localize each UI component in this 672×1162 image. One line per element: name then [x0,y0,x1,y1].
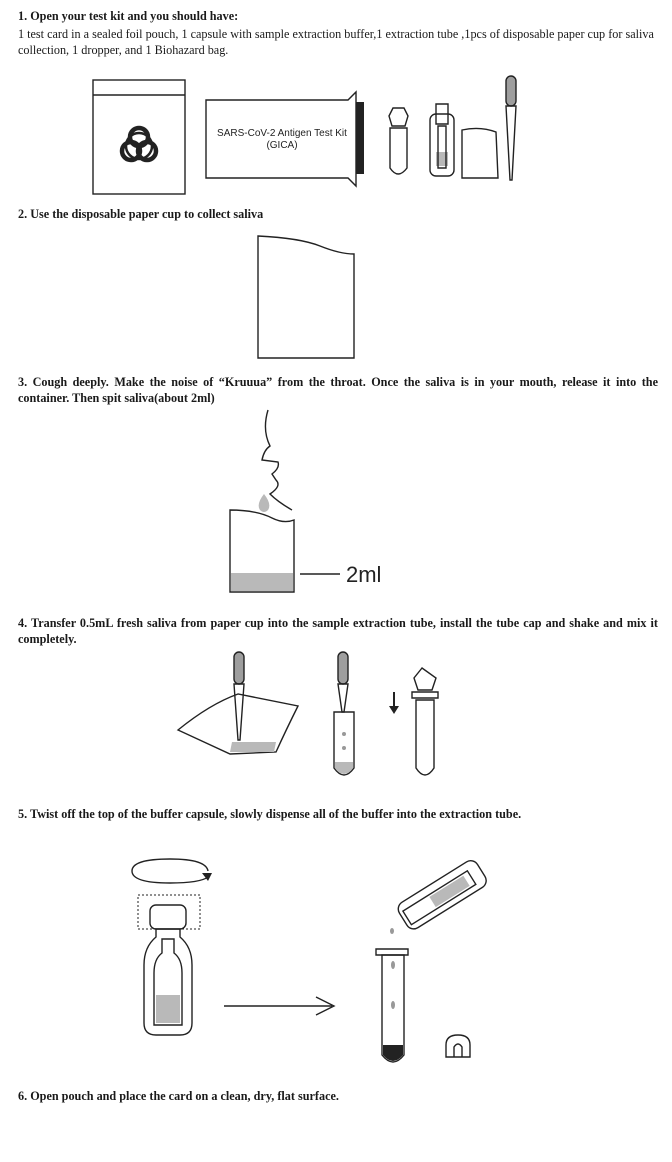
step-2-title: 2. Use the disposable paper cup to collect saliva [18,207,264,221]
step-1-title: 1. Open your test kit and you should have: [18,9,239,23]
capped-tube [412,668,438,775]
step-1-text: 1 test card in a sealed foil pouch, 1 capsule with sample extraction buffer,1 extraction tube ,1pcs of disposable paper cup for saliva collection, 1 dropper, and 1 Biohazard bag. [18,27,654,57]
step-1-kit-contents-illustration [0,68,672,198]
step-3-spit-saliva-illustration [0,410,672,600]
twist-arrow-icon [132,859,212,883]
dropper-in-cup [178,652,298,754]
step-3-title: 3. Cough deeply. Make the noise of “Kruuua” from the throat. Once the saliva is in your mouth, release it into the container. Then spit saliva(about 2ml) [18,375,658,405]
saliva-level [231,573,293,591]
extraction-tube [389,108,408,174]
twist-off-area [138,895,200,929]
capsule-tip [446,1035,470,1057]
step-6-title: 6. Open pouch and place the card on a clean, dry, flat surface. [18,1089,339,1103]
step-2-paper-cup-illustration [0,228,672,360]
buffer-capsule [430,104,454,176]
step-4-title: 4. Transfer 0.5mL fresh saliva from paper cup into the sample extraction tube, install the tube cap and shake and mix it completely. [18,616,658,646]
extraction-tube-receiving [376,928,408,1062]
saliva-drop [259,494,270,512]
kit-box-label-line2: (GICA) [266,140,298,151]
kit-box-label-line1: SARS-CoV-2 Antigen Test Kit [217,128,347,139]
buffer-capsule-large [144,905,192,1035]
dropper [506,76,516,180]
arrow-right-icon [224,997,334,1015]
biohazard-bag [93,80,185,194]
step-5-capsule-illustration [0,855,672,1075]
paper-cup [462,128,498,178]
test-kit-box [206,92,364,186]
cup-volume-label: 2ml [346,562,382,587]
step-5-title: 5. Twist off the top of the buffer capsule, slowly dispense all of the buffer into the extraction tube. [18,807,522,821]
face-profile [262,410,292,510]
biohazard-icon [122,128,156,160]
arrow-down-icon [389,692,399,714]
step-4-transfer-illustration [0,648,672,788]
capsule-dispensing [395,858,489,932]
dropper-in-tube [334,652,354,775]
